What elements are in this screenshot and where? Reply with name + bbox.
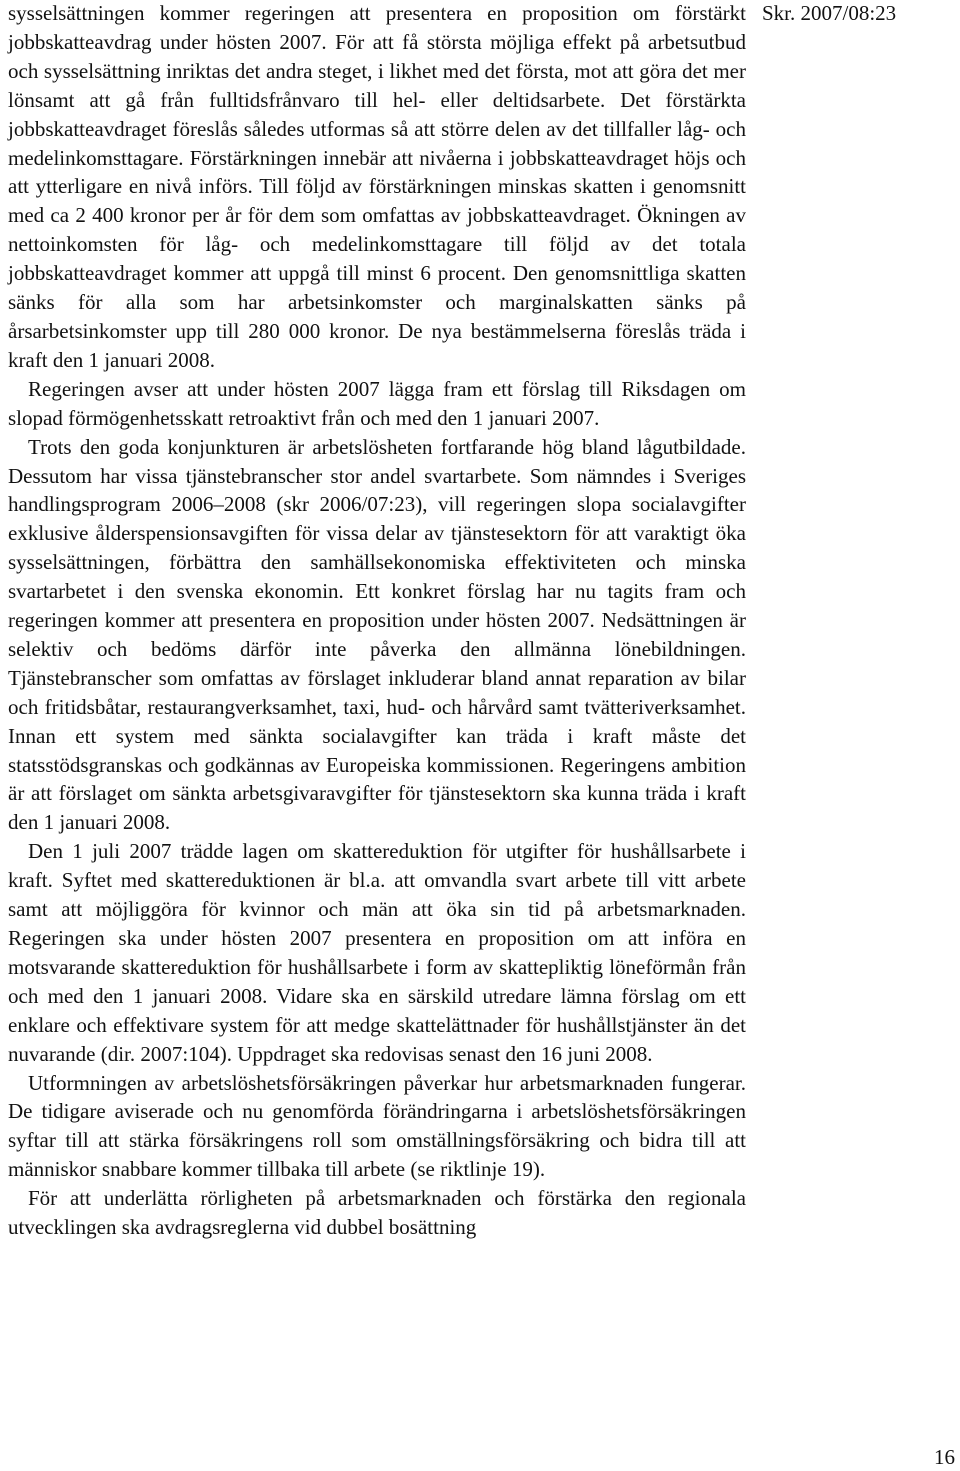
page-number: 16 xyxy=(934,1445,955,1469)
paragraph-arbetsloshetsforsakring: Utformningen av arbetslöshetsförsäkringen påverkar hur arbetsmarknaden fungerar. De tidigare aviserade och nu genomförda förändringarna i arbetslöshetsförsäkringen syftar till att stärka försäkringens roll som omställningsförsäkring och bidra till att människor snabbare kommer tillbaka till arbete (se riktlinje 19). xyxy=(8,1070,746,1182)
paragraph-socialavgifter: Trots den goda konjunkturen är arbetslösheten fortfarande hög bland lågutbildade. Dessutom har vissa tjänstebranscher stor andel svartarbete. Som nämndes i Sveriges handlingsprogram 2006–2008 (skr 2006/07:23), vill regeringen slopa socialavgifter exklusive ålderspensionsavgiften för vissa delar av tjänstesektorn för att varaktigt öka sysselsättningen, förbättra den samhällsekonomiska effektiviteten och minska svartarbetet i den svenska ekonomin. Ett konkret förslag har nu tagits fram och regeringen kommer att presentera en proposition under hösten 2007. Nedsättningen är selektiv och bedöms därför inte påverka den allmänna lönebildningen. Tjänstebranscher som omfattas av förslaget inkluderar bland annat reparation av bilar och fritidsbåtar, restaurangverksamhet, taxi, hud- och hårvård samt tvätteriverksamhet. Innan ett system med sänkta socialavgifter kan träda i kraft måste det statsstödsgranskas och godkännas av Europeiska kommissionen. Regeringens ambition är att förslaget om sänkta arbetsgivaravgifter för tjänstesektorn ska kunna träda i kraft den 1 januari 2008. xyxy=(8,434,746,835)
paragraph-dubbel-bosattning: För att underlätta rörligheten på arbetsmarknaden och förstärka den regionala utvecklingen ska avdragsreglerna vid dubbel bosättning xyxy=(8,1186,746,1240)
paragraph-jobbskatteavdrag: sysselsättningen kommer regeringen att presentera en proposition om förstärkt jobbskatteavdrag under hösten 2007. För att få största möjliga effekt på arbetsutbud och sysselsättning inriktas det andra steget, i likhet med det första, mot att göra det mer lönsamt att gå från fulltidsfrånvaro till hel- eller deltidsarbete. Det förstärkta jobbskatteavdraget föreslås således utformas så att större delen av det tillfaller låg- och medelinkomsttagare. Förstärkningen innebär att nivåerna i jobbskatteavdraget höjs och att ytterligare en nivå införs. Till följd av förstärkningen minskas skatten i genomsnitt med ca 2 400 kronor per år för dem som omfattas av jobbskatteavdraget. Ökningen av nettoinkomsten för låg- och medelinkomsttagare till följd av det totala jobbskatteavdraget kommer att uppgå till minst 6 procent. Den genomsnittliga skatten sänks för alla som har arbetsinkomster och marginalskatten sänks på årsarbetsinkomster upp till 280 000 kronor. De nya bestämmelserna föreslås träda i kraft den 1 januari 2008. xyxy=(8,1,746,372)
document-reference: Skr. 2007/08:23 xyxy=(762,1,897,25)
page-body xyxy=(8,0,746,1242)
paragraph-formogenhetsskatt: Regeringen avser att under hösten 2007 lägga fram ett förslag till Riksdagen om slopad förmögenhetsskatt retroaktivt från och med den 1 januari 2007. xyxy=(8,376,746,430)
paragraph-hushallsarbete: Den 1 juli 2007 trädde lagen om skattereduktion för utgifter för hushållsarbete i kraft. Syftet med skattereduktionen är bl.a. att omvandla svart arbete till vitt arbete samt att möjliggöra för kvinnor och män att öka sin tid på arbetsmarknaden. Regeringen ska under hösten 2007 presentera en proposition om att införa en motsvarande skattereduktion för hushållsarbete i form av skattepliktig löneförmån från och med den 1 januari 2008. Vidare ska en särskild utredare lämna förslag om ett enklare och effektivare system för att medge skattelättnader för hushållstjänster än det nuvarande (dir. 2007:104). Uppdraget ska redovisas senast den 16 juni 2008. xyxy=(8,839,746,1066)
